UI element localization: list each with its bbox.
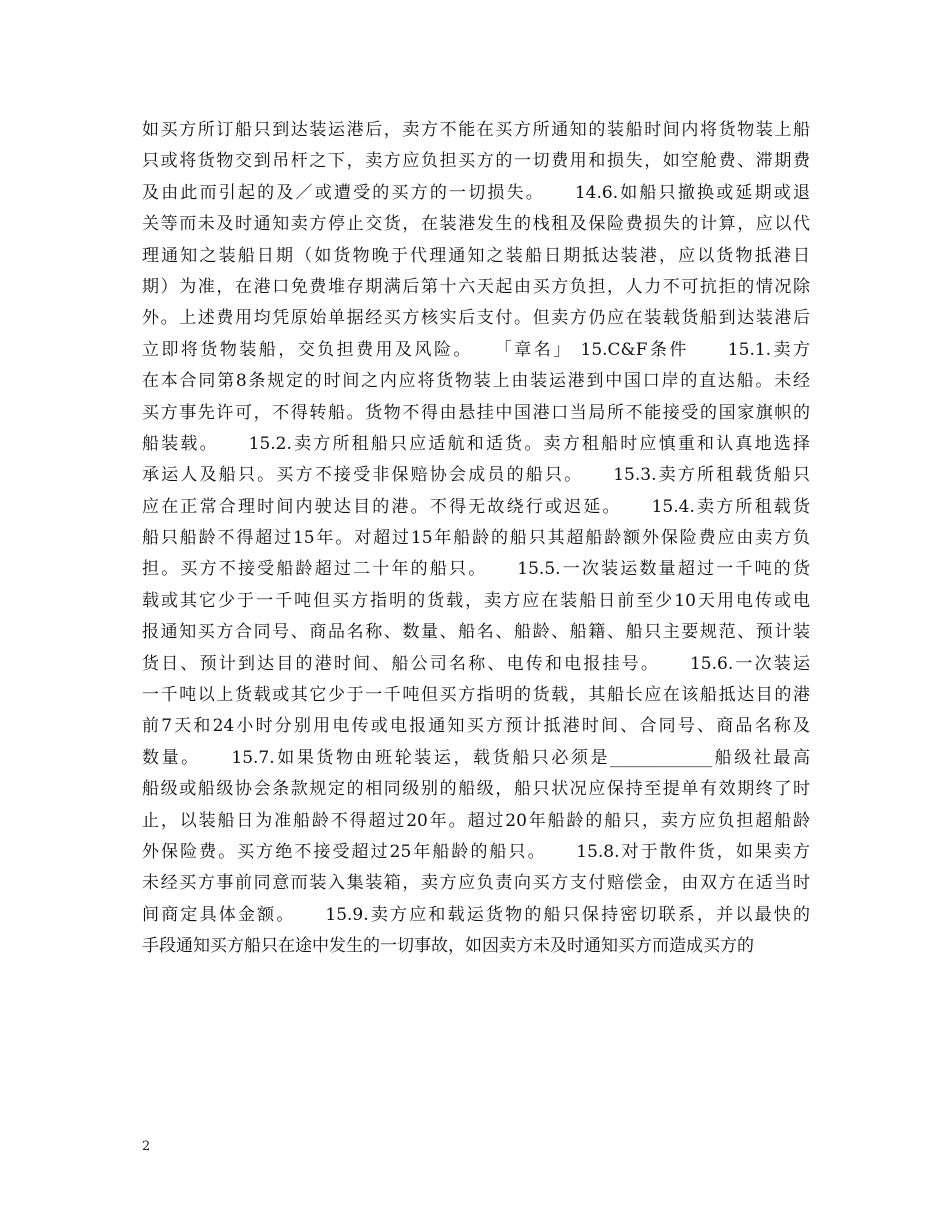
body-line: 只或将货物交到吊杆之下，卖方应负担买方的一切费用和损失，如空舱费、滞期费 xyxy=(142,151,810,172)
body-line: 船级或船级协会条款规定的相同级别的船级，船只状况应保持至提单有效期终了时 xyxy=(142,779,810,800)
body-line: 止，以装船日为准船龄不得超过20年。超过20年船龄的船只，卖方应负担超船龄 xyxy=(142,810,810,831)
body-line: 数量。 15.7.如果货物由班轮装运，载货船只必须是____________船级社最高 xyxy=(142,747,810,768)
body-line: 应在正常合理时间内驶达目的港。不得无故绕行或迟延。 15.4.卖方所租载货 xyxy=(142,496,810,517)
body-line: 买方事先许可，不得转船。货物不得由悬挂中国港口当局所不能接受的国家旗帜的 xyxy=(142,402,810,423)
body-line: 前7天和24小时分别用电传或电报通知买方预计抵港时间、合同号、商品名称及 xyxy=(142,716,810,737)
body-line: 未经买方事前同意而装入集装箱，卖方应负责向买方支付赔偿金，由双方在适当时 xyxy=(142,873,810,894)
body-line: 如买方所订船只到达装运港后，卖方不能在买方所通知的装船时间内将货物装上船 xyxy=(142,120,810,140)
body-line: 关等而未及时通知卖方停止交货，在装港发生的栈租及保险费损失的计算，应以代 xyxy=(142,214,810,235)
body-line: 及由此而引起的及／或遭受的买方的一切损失。 14.6.如船只撤换或延期或退 xyxy=(142,182,810,203)
body-line: 船只船龄不得超过15年。对超过15年船龄的船只其超船龄额外保险费应由卖方负 xyxy=(142,528,810,549)
body-line: 立即将货物装船，交负担费用及风险。 「章名」 15.C&F条件 15.1.卖方 xyxy=(142,339,810,360)
page-number: 2 xyxy=(142,1139,151,1154)
body-line: 外保险费。买方绝不接受超过25年船龄的船只。 15.8.对于散件货，如果卖方 xyxy=(142,841,810,862)
body-text xyxy=(142,115,810,963)
body-line: 理通知之装船日期（如货物晚于代理通知之装船日期抵达装港，应以货物抵港日 xyxy=(142,245,810,266)
body-line: 报通知买方合同号、商品名称、数量、船名、船龄、船籍、船只主要规范、预计装 xyxy=(142,622,810,643)
body-line: 手段通知买方船只在途中发生的一切事故，如因卖方未及时通知买方而造成买方的 xyxy=(142,936,754,957)
body-line: 一千吨以上货载或其它少于一千吨但买方指明的货载，其船长应在该船抵达目的港 xyxy=(142,685,810,706)
body-line: 期）为准，在港口免费堆存期满后第十六天起由买方负担，人力不可抗拒的情况除 xyxy=(142,276,810,297)
body-line: 外。上述费用均凭原始单据经买方核实后支付。但卖方仍应在装载货船到达装港后 xyxy=(142,308,810,329)
body-line: 担。买方不接受船龄超过二十年的船只。 15.5.一次装运数量超过一千吨的货 xyxy=(142,559,810,580)
body-line: 在本合同第8条规定的时间之内应将货物装上由装运港到中国口岸的直达船。未经 xyxy=(142,371,810,392)
body-line: 船装载。 15.2.卖方所租船只应适航和适货。卖方租船时应慎重和认真地选择 xyxy=(142,433,810,454)
body-line: 货日、预计到达目的港时间、船公司名称、电传和电报挂号。 15.6.一次装运 xyxy=(142,653,810,674)
body-line: 承运人及船只。买方不接受非保赔协会成员的船只。 15.3.卖方所租载货船只 xyxy=(142,465,810,486)
body-line: 间商定具体金额。 15.9.卖方应和载运货物的船只保持密切联系，并以最快的 xyxy=(142,904,810,925)
body-line: 载或其它少于一千吨但买方指明的货载，卖方应在装船日前至少10天用电传或电 xyxy=(142,590,810,611)
